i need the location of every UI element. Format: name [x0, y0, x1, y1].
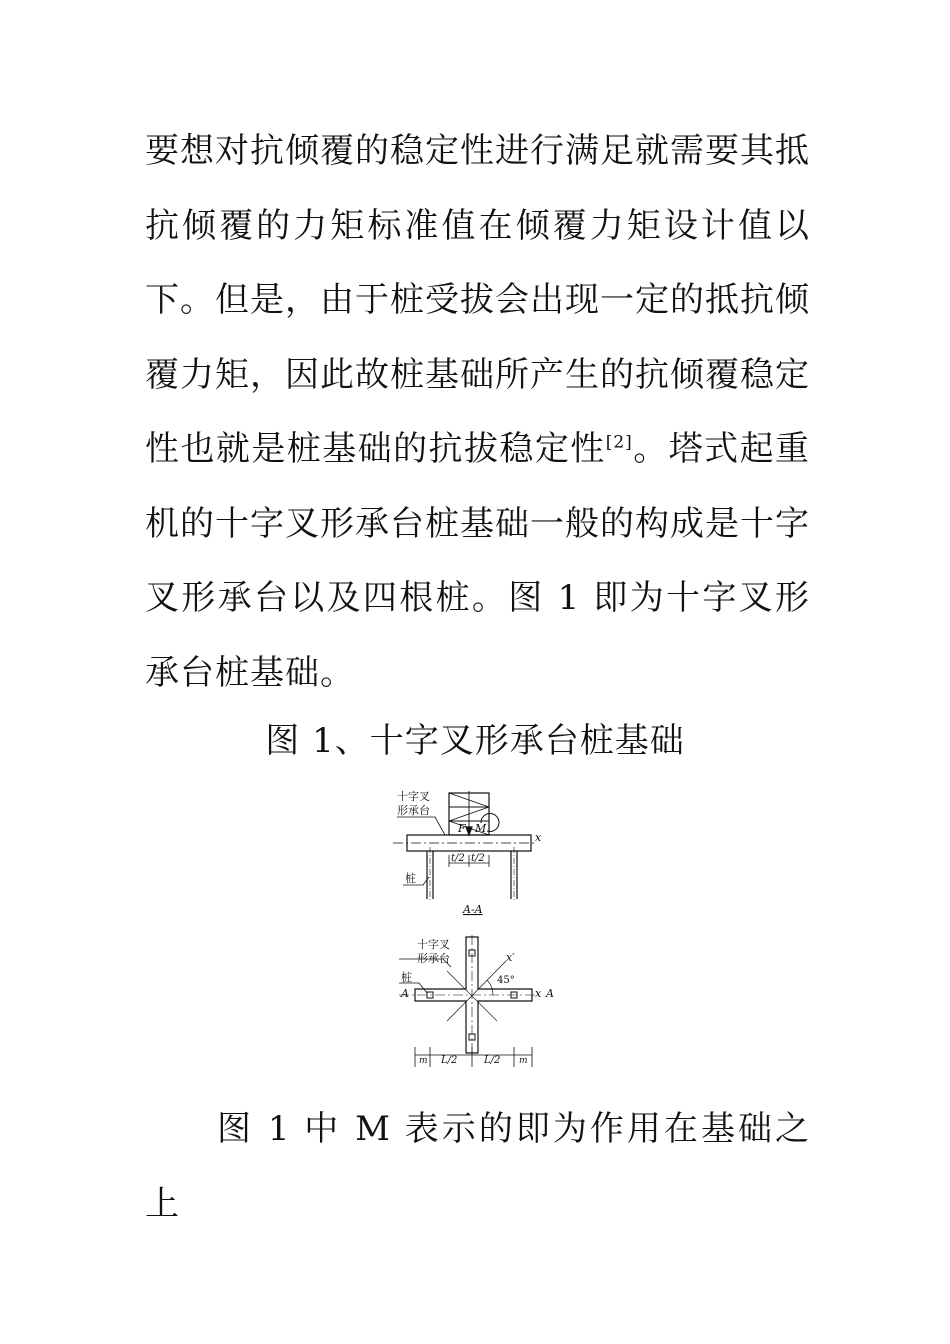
cap-leader	[397, 817, 445, 835]
figure-caption: 图 1、十字叉形承台桩基础	[265, 721, 685, 761]
plan-pile-label: 桩	[401, 971, 412, 984]
elevation-labels	[397, 789, 542, 885]
elev-cap-label-2: 形承台	[397, 804, 430, 817]
dim-t-right: t/2	[471, 853, 485, 864]
dim-t-left: t/2	[451, 853, 465, 864]
dim-L-left: L/2	[441, 1055, 458, 1066]
plan-x-axis-label: x	[535, 987, 542, 1000]
section-title: A-A	[463, 903, 483, 916]
angle-arc	[487, 980, 493, 995]
force-arrow-head	[466, 827, 472, 835]
angle-label: 45°	[497, 975, 515, 986]
moment-label: M	[475, 822, 487, 835]
dim-m-left: m	[419, 1056, 428, 1066]
section-mark-left: A	[401, 987, 409, 1000]
body-paragraph-2: 图 1 中 M 表示的即为作用在基础之上	[145, 1109, 810, 1224]
foundation-drawing	[385, 785, 560, 1075]
dim-L-right: L/2	[484, 1055, 501, 1066]
x-prime-axis	[447, 961, 506, 1021]
dim-m-right: m	[519, 1056, 528, 1066]
x-prime-label: x′	[506, 951, 515, 964]
elev-cap-label-1: 十字叉	[397, 790, 430, 803]
section-mark-right: A	[546, 987, 554, 1000]
figure-1	[385, 785, 560, 1075]
plan-cap-label-2: 形承台	[417, 952, 450, 965]
elev-pile-label: 桩	[405, 872, 416, 885]
plan-cap-label-1: 十字叉	[417, 938, 450, 951]
body-paragraph-1	[145, 114, 810, 710]
paragraph-1-text-b: 。塔式起重机的十字叉形承台桩基础一般的构成是十字叉形承台以及四根桩。图 1 即为十字叉形承台桩基础。	[145, 429, 811, 693]
paragraph-1-text-a: 要想对抗倾覆的稳定性进行满足就需要其抵抗倾覆的力矩标准值在倾覆力矩设计值以下。但是，由于桩受拔会出现一定的抵抗倾覆力矩，因此故桩基础所产生的抗倾覆稳定性也就是桩基础的抗拔稳定性	[145, 131, 810, 469]
elev-x-axis-label: x	[535, 831, 542, 844]
citation-ref[interactable]: [2]	[605, 432, 633, 453]
force-label: F	[458, 822, 466, 835]
